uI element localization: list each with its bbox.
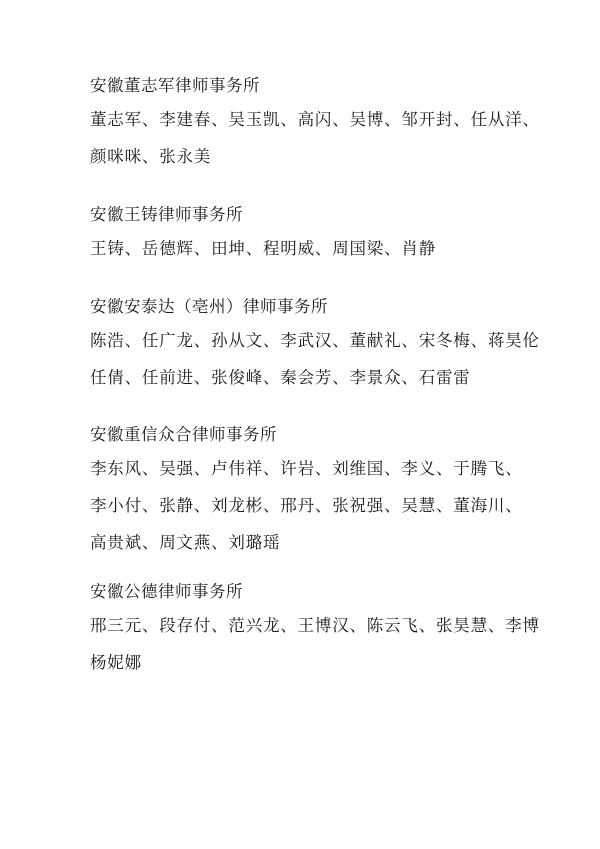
member-list (90, 238, 530, 260)
member-line: 邢三元、段存付、范兴龙、王博汉、陈云飞、张昊慧、李博 (90, 616, 540, 635)
member-list (90, 109, 540, 168)
firm-section (90, 581, 540, 674)
firm-name: 安徽王铸律师事务所 (90, 205, 243, 224)
member-list (90, 330, 540, 389)
member-line: 董志军、李建春、吴玉凯、高闪、吴博、邹开封、任从洋、 (90, 110, 540, 129)
member-line: 王铸、岳德辉、田坤、程明威、周国梁、肖静 (90, 239, 436, 258)
firm-name: 安徽董志军律师事务所 (90, 76, 260, 95)
firm-section (90, 204, 530, 260)
member-list (90, 615, 540, 674)
firm-name: 安徽重信众合律师事务所 (90, 425, 277, 444)
firm-name: 安徽公德律师事务所 (90, 582, 243, 601)
member-line: 杨妮娜 (90, 653, 142, 672)
member-line: 李东风、吴强、卢伟祥、许岩、刘维国、李义、于腾飞、 (90, 459, 523, 478)
firm-name: 安徽安泰达（亳州）律师事务所 (90, 297, 328, 316)
firm-section (90, 296, 540, 389)
member-line: 颜咪咪、张永美 (90, 147, 212, 166)
firm-section (90, 424, 530, 554)
firm-section (90, 75, 540, 168)
member-line: 任倩、任前进、张俊峰、秦会芳、李景众、石雷雷 (90, 368, 471, 387)
member-line: 高贵斌、周文燕、刘璐瑶 (90, 533, 281, 552)
member-line: 李小付、张静、刘龙彬、邢丹、张祝强、吴慧、董海川、 (90, 496, 523, 515)
member-list (90, 458, 530, 554)
member-line: 陈浩、任广龙、孙从文、李武汉、董献礼、宋冬梅、蒋昊伦 (90, 331, 540, 350)
